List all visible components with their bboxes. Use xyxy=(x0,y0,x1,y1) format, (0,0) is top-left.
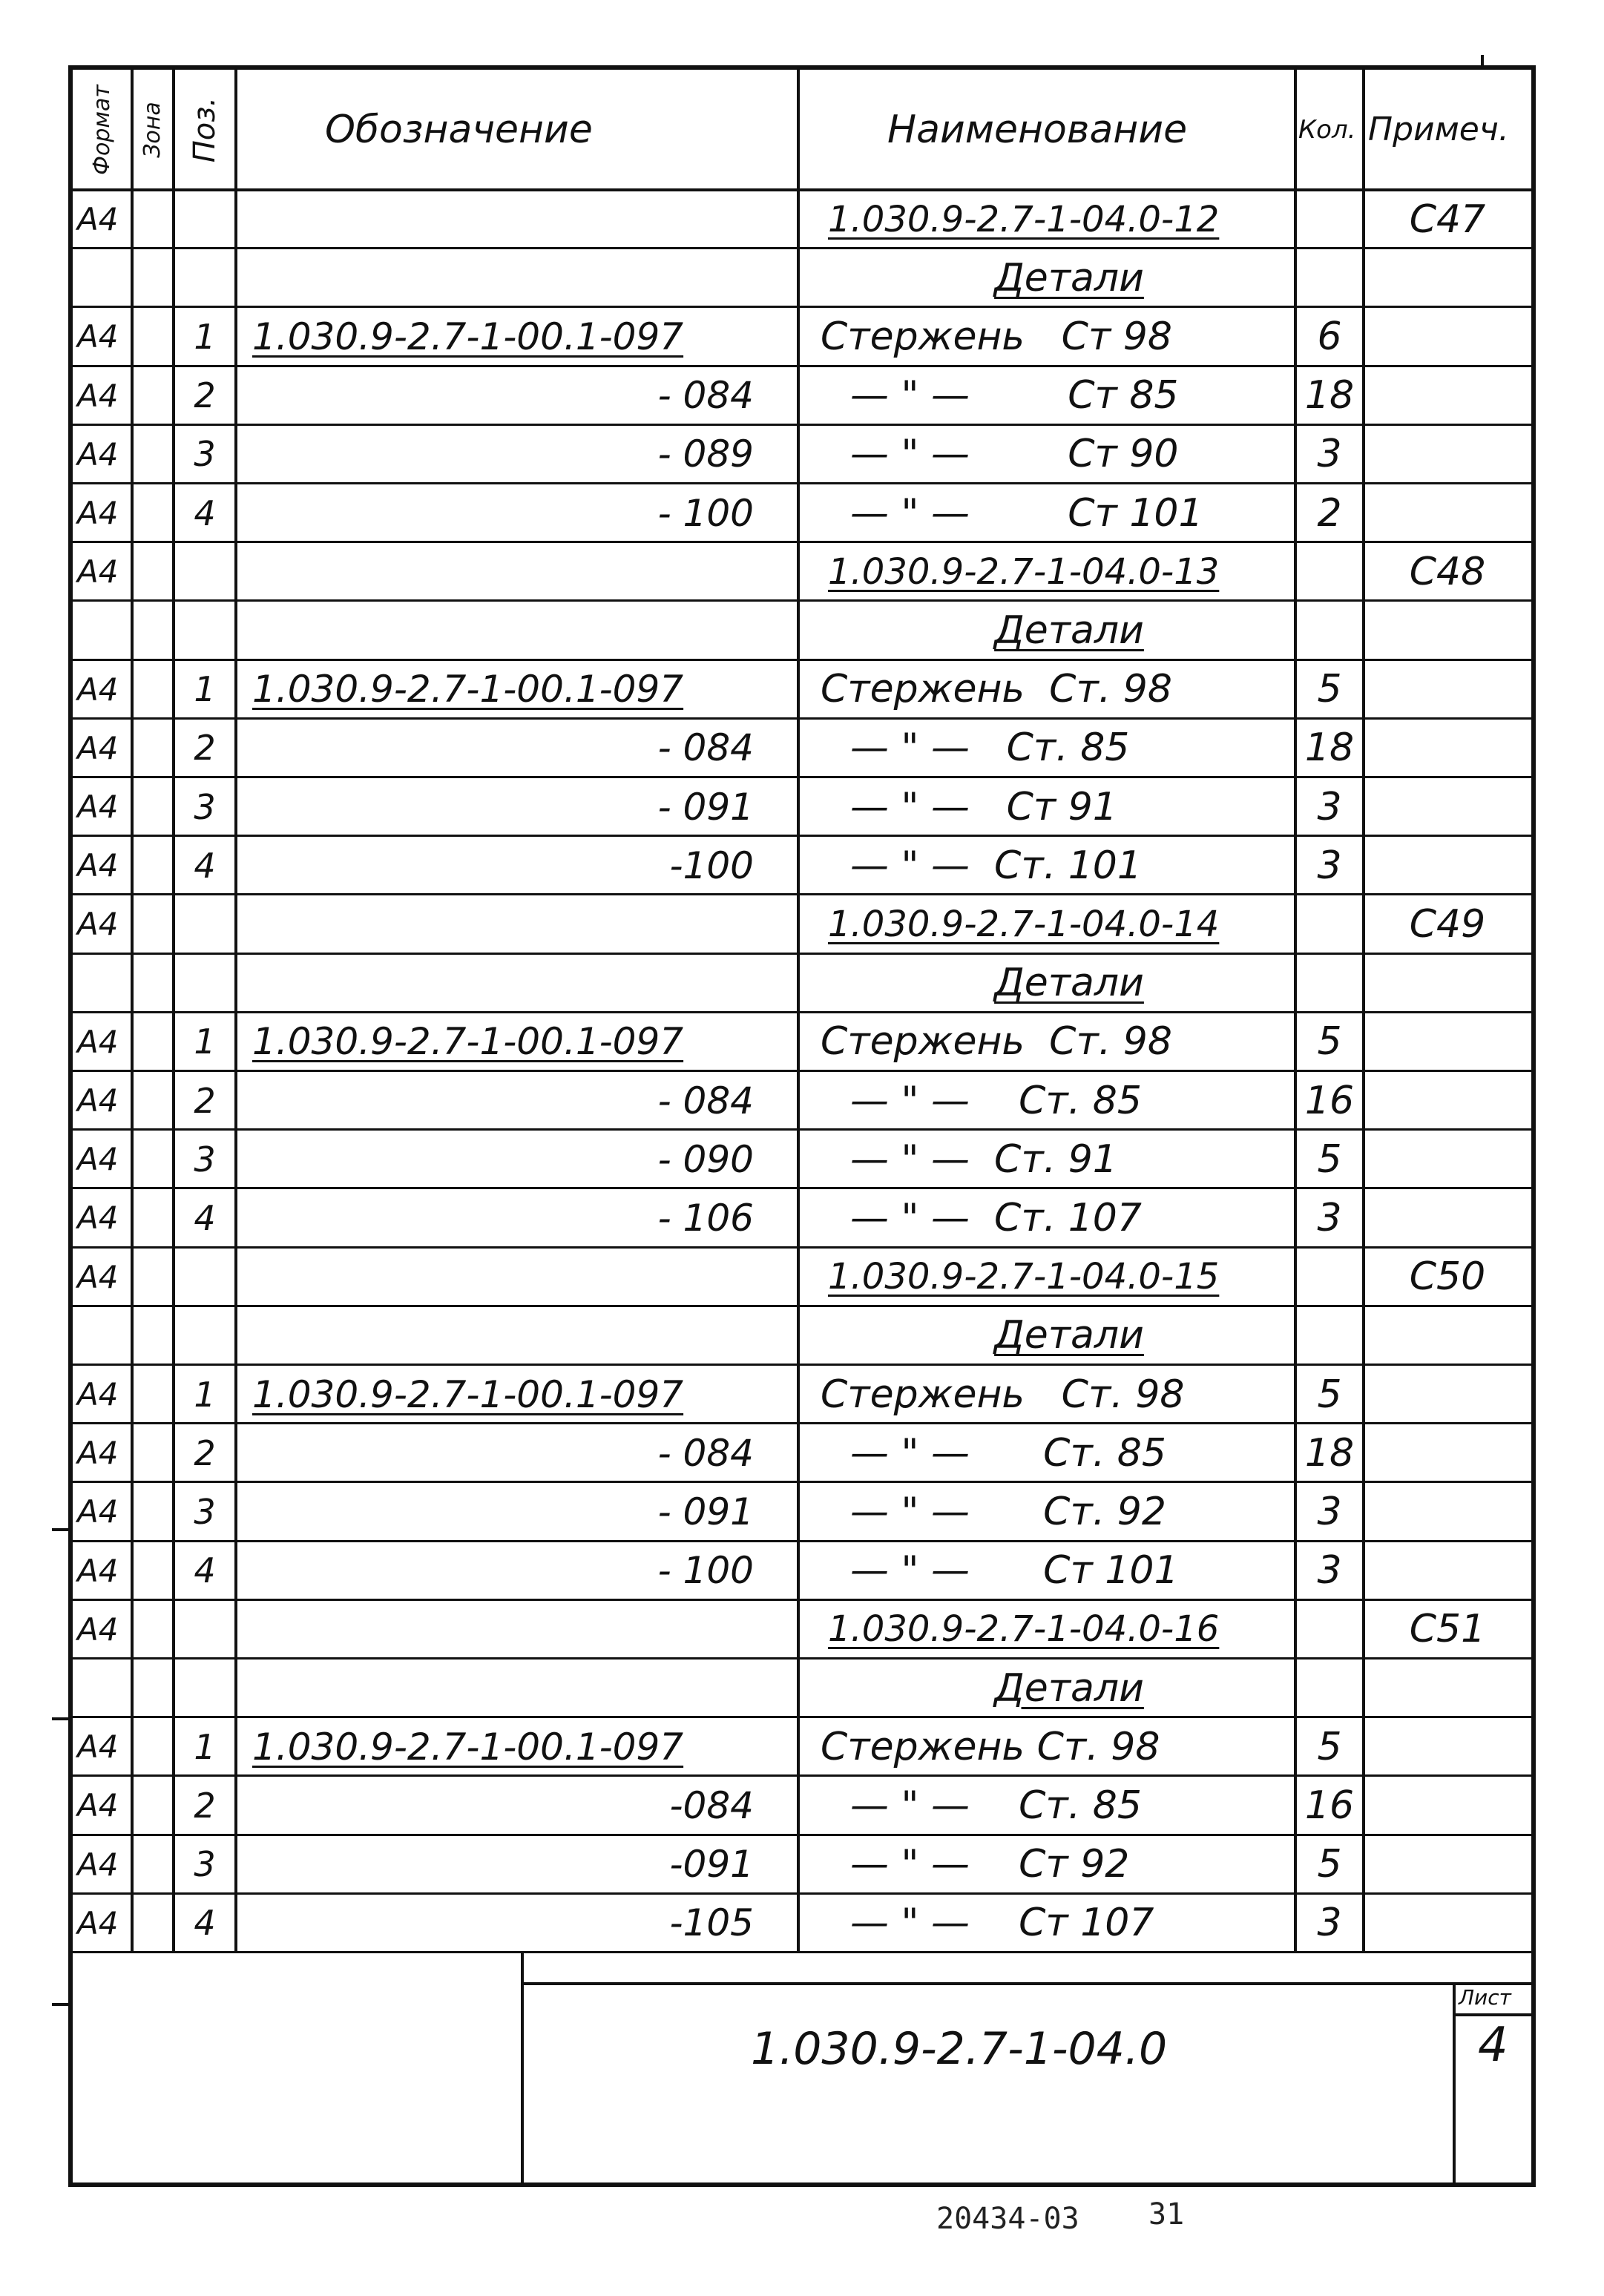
quantity-cell: 18 xyxy=(1304,1430,1355,1476)
format-cell: А4 xyxy=(77,318,119,355)
designation-cell: - 091 xyxy=(657,1490,754,1533)
note-cell xyxy=(1364,1894,1531,1953)
column-divider xyxy=(131,70,134,1953)
note-cell xyxy=(1364,307,1531,366)
quantity-cell xyxy=(1295,190,1364,249)
note-cell: С47 xyxy=(1409,197,1486,242)
quantity-cell: 5 xyxy=(1317,1724,1342,1769)
position-cell: 4 xyxy=(194,1550,216,1591)
position-cell: 1 xyxy=(194,1374,216,1415)
header-note: Примеч. xyxy=(1368,111,1509,148)
part-row xyxy=(73,484,1531,542)
name-cell: Стержень Ст. 98 xyxy=(821,1019,1172,1065)
header-format: Формат xyxy=(89,85,115,175)
position-cell: 4 xyxy=(194,1903,216,1944)
quantity-cell: 3 xyxy=(1317,432,1342,477)
quantity-cell: 3 xyxy=(1317,1548,1342,1593)
designation-cell xyxy=(236,190,798,249)
name-cell: — " — Ст. 91 xyxy=(850,1137,1117,1182)
quantity-cell xyxy=(1295,895,1364,953)
position-cell xyxy=(174,542,236,601)
assembly-row xyxy=(73,895,1531,953)
part-row xyxy=(73,425,1531,484)
name-cell: — " — Ст. 85 xyxy=(850,1078,1142,1123)
format-cell: А4 xyxy=(77,1611,119,1648)
part-row xyxy=(73,1130,1531,1188)
note-cell: С48 xyxy=(1409,549,1486,594)
name-cell: Стержень Ст. 98 xyxy=(821,667,1172,712)
name-cell: — " — Ст 92 xyxy=(850,1842,1130,1887)
format-cell: А4 xyxy=(77,1023,119,1060)
quantity-cell xyxy=(1295,542,1364,601)
name-cell: 1.030.9-2.7-1-04.0-16 xyxy=(828,1608,1220,1651)
designation-cell xyxy=(236,895,798,953)
row-divider xyxy=(73,1011,1531,1013)
position-cell: 3 xyxy=(194,786,216,827)
row-divider xyxy=(73,306,1531,308)
quantity-cell xyxy=(1295,601,1364,659)
part-row xyxy=(73,1013,1531,1071)
part-row xyxy=(73,1835,1531,1894)
part-row xyxy=(73,1717,1531,1776)
format-cell: А4 xyxy=(77,1435,119,1472)
part-row xyxy=(73,719,1531,777)
name-cell: — " — Ст. 107 xyxy=(850,1195,1142,1240)
title-block-divider xyxy=(521,1953,524,2182)
name-cell: — " — Ст 91 xyxy=(850,784,1117,829)
name-cell: — " — Ст 107 xyxy=(850,1901,1154,1946)
note-cell xyxy=(1364,1013,1531,1071)
designation-cell: 1.030.9-2.7-1-00.1-097 xyxy=(252,1020,684,1064)
designation-cell xyxy=(236,601,798,659)
format-cell: А4 xyxy=(77,377,119,414)
format-cell xyxy=(73,249,132,307)
position-cell: 4 xyxy=(194,845,216,886)
row-divider xyxy=(73,893,1531,895)
quantity-cell: 3 xyxy=(1317,1489,1342,1534)
header-name: Наименование xyxy=(887,108,1188,152)
designation-cell: - 106 xyxy=(657,1196,754,1240)
designation-cell: - 084 xyxy=(657,726,754,770)
format-cell xyxy=(73,1306,132,1365)
section-heading-row xyxy=(73,601,1531,659)
quantity-cell: 5 xyxy=(1317,667,1342,712)
position-cell xyxy=(174,1248,236,1306)
note-cell xyxy=(1364,1542,1531,1600)
designation-cell xyxy=(236,1659,798,1717)
position-cell: 2 xyxy=(194,1785,216,1826)
name-cell: Стержень Ст. 98 xyxy=(821,1724,1160,1769)
spec-sheet xyxy=(68,65,1536,2187)
designation-cell xyxy=(236,1600,798,1659)
quantity-cell: 16 xyxy=(1304,1783,1355,1828)
assembly-row xyxy=(73,1600,1531,1659)
name-cell: Детали xyxy=(994,1313,1144,1358)
format-cell: А4 xyxy=(77,1141,119,1178)
position-cell: 2 xyxy=(194,1432,216,1473)
designation-cell: - 089 xyxy=(657,432,754,476)
note-cell xyxy=(1364,777,1531,836)
name-cell: Стержень Ст. 98 xyxy=(821,1372,1185,1417)
part-row xyxy=(73,1776,1531,1835)
position-cell xyxy=(174,190,236,249)
name-cell: 1.030.9-2.7-1-04.0-13 xyxy=(828,550,1220,593)
quantity-cell: 5 xyxy=(1317,1137,1342,1182)
format-cell: А4 xyxy=(77,1200,119,1237)
header-divider xyxy=(73,188,1531,191)
name-cell: — " — Ст. 92 xyxy=(850,1489,1166,1534)
row-divider xyxy=(73,1070,1531,1072)
column-divider xyxy=(234,70,237,1953)
name-cell: — " — Ст. 101 xyxy=(850,843,1142,888)
position-cell: 3 xyxy=(194,1844,216,1885)
row-divider xyxy=(73,424,1531,426)
position-cell: 1 xyxy=(194,316,216,357)
note-cell xyxy=(1364,1365,1531,1424)
format-cell: А4 xyxy=(77,847,119,884)
section-heading-row xyxy=(73,954,1531,1013)
format-cell: А4 xyxy=(77,1082,119,1119)
note-cell xyxy=(1364,366,1531,425)
row-divider xyxy=(73,1599,1531,1601)
name-cell: Стержень Ст 98 xyxy=(821,314,1172,359)
row-divider xyxy=(73,1892,1531,1895)
row-divider xyxy=(73,1187,1531,1189)
designation-cell xyxy=(236,1306,798,1365)
designation-cell: - 084 xyxy=(657,1079,754,1122)
designation-cell: 1.030.9-2.7-1-00.1-097 xyxy=(252,315,684,358)
quantity-cell: 2 xyxy=(1317,490,1342,536)
quantity-cell xyxy=(1295,1248,1364,1306)
assembly-row xyxy=(73,542,1531,601)
format-cell: А4 xyxy=(77,201,119,238)
assembly-row xyxy=(73,1248,1531,1306)
quantity-cell: 3 xyxy=(1317,1901,1342,1946)
row-divider xyxy=(73,247,1531,249)
quantity-cell: 3 xyxy=(1317,1195,1342,1240)
position-cell xyxy=(174,1306,236,1365)
quantity-cell xyxy=(1295,954,1364,1013)
note-cell xyxy=(1364,836,1531,895)
designation-cell: 1.030.9-2.7-1-00.1-097 xyxy=(252,1372,684,1416)
position-cell: 1 xyxy=(194,669,216,710)
position-cell: 3 xyxy=(194,1491,216,1532)
format-cell: А4 xyxy=(77,1904,119,1941)
title-block-divider xyxy=(1453,2013,1531,2016)
designation-cell xyxy=(236,249,798,307)
title-block-divider xyxy=(1453,1982,1456,2182)
part-row xyxy=(73,366,1531,425)
note-cell xyxy=(1364,1717,1531,1776)
position-cell: 3 xyxy=(194,1139,216,1180)
name-cell: — " — Ст. 85 xyxy=(850,1783,1142,1828)
designation-cell: - 084 xyxy=(657,1431,754,1475)
note-cell xyxy=(1364,1424,1531,1482)
section-heading-row xyxy=(73,1306,1531,1365)
note-cell xyxy=(1364,1659,1531,1717)
row-divider xyxy=(73,1657,1531,1659)
margin-tick xyxy=(1481,55,1484,67)
designation-cell xyxy=(236,954,798,1013)
name-cell: — " — Ст. 85 xyxy=(850,1430,1166,1476)
note-cell xyxy=(1364,601,1531,659)
note-cell xyxy=(1364,425,1531,484)
note-cell xyxy=(1364,1130,1531,1188)
designation-cell: -100 xyxy=(669,843,754,887)
assembly-row xyxy=(73,190,1531,249)
format-cell: А4 xyxy=(77,729,119,766)
note-cell: С51 xyxy=(1409,1607,1486,1652)
designation-cell: - 100 xyxy=(657,1549,754,1593)
header-zone: Зона xyxy=(139,102,165,158)
name-cell: — " — Ст 90 xyxy=(850,432,1179,477)
format-cell: А4 xyxy=(77,671,119,708)
position-cell xyxy=(174,1600,236,1659)
note-cell xyxy=(1364,249,1531,307)
row-divider xyxy=(73,1540,1531,1542)
note-cell xyxy=(1364,954,1531,1013)
note-cell xyxy=(1364,1188,1531,1247)
page-number: 31 xyxy=(1148,2197,1185,2231)
format-cell xyxy=(73,954,132,1013)
row-divider xyxy=(73,1834,1531,1836)
row-divider xyxy=(73,776,1531,778)
row-divider xyxy=(73,1422,1531,1424)
row-divider xyxy=(73,1364,1531,1366)
designation-cell: -105 xyxy=(669,1901,754,1945)
margin-tick xyxy=(52,2003,68,2006)
note-cell xyxy=(1364,1835,1531,1894)
row-divider xyxy=(73,835,1531,837)
row-divider xyxy=(73,717,1531,720)
row-divider xyxy=(73,599,1531,602)
designation-cell: -091 xyxy=(669,1843,754,1887)
row-divider xyxy=(73,365,1531,367)
note-cell: С49 xyxy=(1409,901,1486,947)
part-row xyxy=(73,1424,1531,1482)
name-cell: — " — Ст 101 xyxy=(850,1548,1179,1593)
designation-cell: - 091 xyxy=(657,785,754,829)
position-cell xyxy=(174,1659,236,1717)
name-cell: 1.030.9-2.7-1-04.0-14 xyxy=(828,903,1220,945)
format-cell: А4 xyxy=(77,1258,119,1295)
designation-cell: 1.030.9-2.7-1-00.1-097 xyxy=(252,1725,684,1769)
part-row xyxy=(73,777,1531,836)
row-divider xyxy=(73,1481,1531,1483)
row-divider xyxy=(73,1305,1531,1307)
row-divider xyxy=(73,1128,1531,1131)
note-cell xyxy=(1364,660,1531,719)
format-cell: А4 xyxy=(77,1552,119,1589)
position-cell: 2 xyxy=(194,728,216,769)
designation-cell xyxy=(236,1248,798,1306)
quantity-cell: 3 xyxy=(1317,784,1342,829)
quantity-cell: 6 xyxy=(1317,314,1342,359)
quantity-cell: 3 xyxy=(1317,843,1342,888)
name-cell: Детали xyxy=(994,1665,1144,1711)
part-row xyxy=(73,1365,1531,1424)
row-divider xyxy=(73,1774,1531,1777)
format-cell: А4 xyxy=(77,435,119,473)
format-cell xyxy=(73,1659,132,1717)
position-cell: 1 xyxy=(194,1022,216,1062)
quantity-cell xyxy=(1295,1600,1364,1659)
quantity-cell: 5 xyxy=(1317,1372,1342,1417)
part-row xyxy=(73,1188,1531,1247)
row-divider xyxy=(73,659,1531,661)
position-cell: 3 xyxy=(194,434,216,475)
row-divider xyxy=(73,1716,1531,1718)
name-cell: Детали xyxy=(994,255,1144,300)
format-cell: А4 xyxy=(77,1376,119,1413)
format-cell: А4 xyxy=(77,789,119,826)
margin-tick xyxy=(52,1528,68,1531)
designation-cell xyxy=(236,542,798,601)
part-row xyxy=(73,1894,1531,1953)
position-cell xyxy=(174,954,236,1013)
margin-tick xyxy=(52,1717,68,1720)
part-row xyxy=(73,1482,1531,1541)
designation-cell: -084 xyxy=(669,1783,754,1827)
designation-cell: 1.030.9-2.7-1-00.1-097 xyxy=(252,668,684,711)
format-cell: А4 xyxy=(77,1728,119,1766)
quantity-cell: 5 xyxy=(1317,1019,1342,1065)
section-heading-row xyxy=(73,1659,1531,1717)
designation-cell: - 090 xyxy=(657,1137,754,1181)
note-cell xyxy=(1364,1482,1531,1541)
row-divider xyxy=(73,482,1531,484)
format-cell xyxy=(73,601,132,659)
note-cell xyxy=(1364,1776,1531,1835)
name-cell: 1.030.9-2.7-1-04.0-15 xyxy=(828,1256,1220,1298)
name-cell: — " — Ст 101 xyxy=(850,490,1203,536)
part-row xyxy=(73,1071,1531,1130)
name-cell: 1.030.9-2.7-1-04.0-12 xyxy=(828,198,1220,240)
archive-number: 20434-03 xyxy=(936,2202,1079,2236)
name-cell: — " — Ст. 85 xyxy=(850,726,1130,771)
sheet-label: Лист xyxy=(1459,1985,1511,2010)
format-cell: А4 xyxy=(77,1846,119,1883)
part-row xyxy=(73,660,1531,719)
header-designation: Обозначение xyxy=(325,108,593,152)
position-cell xyxy=(174,895,236,953)
row-divider xyxy=(73,1246,1531,1249)
note-cell xyxy=(1364,1071,1531,1130)
section-heading-row xyxy=(73,249,1531,307)
name-cell: Детали xyxy=(994,961,1144,1006)
position-cell: 4 xyxy=(194,493,216,533)
format-cell: А4 xyxy=(77,906,119,943)
quantity-cell: 18 xyxy=(1304,373,1355,418)
part-row xyxy=(73,307,1531,366)
header-qty: Кол. xyxy=(1298,115,1356,145)
position-cell xyxy=(174,601,236,659)
quantity-cell: 5 xyxy=(1317,1842,1342,1887)
format-cell: А4 xyxy=(77,1787,119,1824)
quantity-cell: 16 xyxy=(1304,1078,1355,1123)
designation-cell: - 084 xyxy=(657,374,754,418)
name-cell: — " — Ст 85 xyxy=(850,373,1179,418)
note-cell xyxy=(1364,1306,1531,1365)
quantity-cell xyxy=(1295,1659,1364,1717)
format-cell: А4 xyxy=(77,495,119,532)
quantity-cell xyxy=(1295,249,1364,307)
column-divider xyxy=(797,70,800,1953)
position-cell: 1 xyxy=(194,1726,216,1767)
designation-cell: - 100 xyxy=(657,491,754,535)
name-cell: Детали xyxy=(994,608,1144,653)
position-cell xyxy=(174,249,236,307)
row-divider xyxy=(73,1951,1531,1953)
title-block-divider xyxy=(521,1982,1531,1985)
quantity-cell xyxy=(1295,1306,1364,1365)
row-divider xyxy=(73,953,1531,955)
part-row xyxy=(73,836,1531,895)
column-divider xyxy=(1362,70,1365,1953)
document-code: 1.030.9-2.7-1-04.0 xyxy=(751,2023,1168,2075)
format-cell: А4 xyxy=(77,1493,119,1530)
quantity-cell: 18 xyxy=(1304,726,1355,771)
note-cell xyxy=(1364,484,1531,542)
header-pos: Поз. xyxy=(188,96,222,163)
note-cell: С50 xyxy=(1409,1254,1486,1300)
row-divider xyxy=(73,541,1531,543)
note-cell xyxy=(1364,719,1531,777)
position-cell: 2 xyxy=(194,375,216,416)
position-cell: 2 xyxy=(194,1080,216,1121)
part-row xyxy=(73,1542,1531,1600)
column-divider xyxy=(1294,70,1297,1953)
column-divider xyxy=(172,70,175,1953)
position-cell: 4 xyxy=(194,1197,216,1238)
format-cell: А4 xyxy=(77,553,119,591)
sheet-number: 4 xyxy=(1478,2018,1508,2073)
